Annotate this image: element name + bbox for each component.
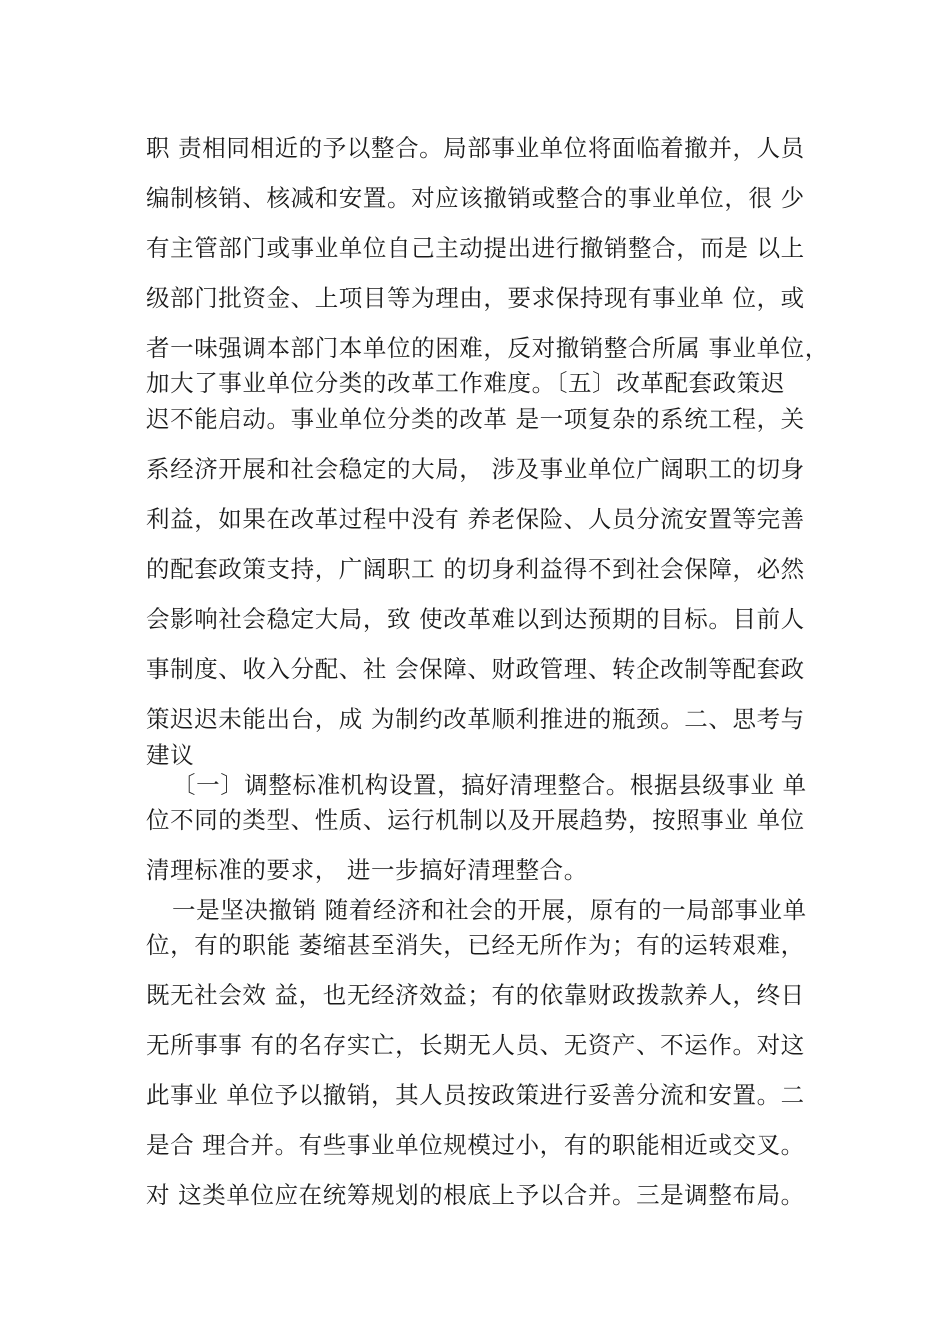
- text-line: 会影响社会稳定大局，致 使改革难以到达预期的目标。目前人: [146, 605, 805, 633]
- text-line: 策迟迟未能出台，成 为制约改革顺利推进的瓶颈。二、思考与: [146, 705, 805, 733]
- text-line: 有主管部门或事业单位自己主动提出进行撤销整合，而是 以上: [146, 234, 805, 262]
- text-line: 者一味强调本部门本单位的困难，反对撤销整合所属 事业单位，: [146, 334, 829, 362]
- text-line: 加大了事业单位分类的改革工作难度。〔五〕改革配套政策迟: [146, 369, 785, 397]
- text-line: 既无社会效 益，也无经济效益；有的依靠财政拨款养人，终日: [146, 981, 805, 1009]
- text-line: 位不同的类型、性质、运行机制以及开展趋势，按照事业 单位: [146, 806, 805, 834]
- text-line: 无所事事 有的名存实亡，长期无人员、无资产、不运作。对这: [146, 1031, 805, 1059]
- text-line: 清理标准的要求， 进一步搞好清理整合。: [146, 856, 588, 884]
- text-line: 对 这类单位应在统筹规划的根底上予以合并。三是调整布局。: [146, 1181, 805, 1209]
- text-line: 是合 理合并。有些事业单位规模过小，有的职能相近或交叉。: [146, 1131, 805, 1159]
- text-line: 事制度、收入分配、社 会保障、财政管理、转企改制等配套政: [146, 655, 805, 683]
- text-line: 级部门批资金、上项目等为理由，要求保持现有事业单 位，或: [146, 284, 805, 312]
- section-heading-line: 建议: [146, 741, 195, 769]
- text-line: 编制核销、核减和安置。对应该撤销或整合的事业单位，很 少: [146, 184, 805, 212]
- text-line: 系经济开展和社会稳定的大局， 涉及事业单位广阔职工的切身: [146, 455, 805, 483]
- text-line: 的配套政策支持，广阔职工 的切身利益得不到社会保障，必然: [146, 555, 805, 583]
- text-line: 一是坚决撤销 随着经济和社会的开展，原有的一局部事业单: [172, 896, 807, 924]
- text-line: 位，有的职能 萎缩甚至消失，已经无所作为；有的运转艰难，: [146, 931, 805, 959]
- text-line: 〔一〕调整标准机构设置，搞好清理整合。根据县级事业 单: [172, 771, 807, 799]
- text-line: 迟不能启动。事业单位分类的改革 是一项复杂的系统工程，关: [146, 405, 805, 433]
- text-line: 利益，如果在改革过程中没有 养老保险、人员分流安置等完善: [146, 505, 805, 533]
- text-line: 此事业 单位予以撤销，其人员按政策进行妥善分流和安置。二: [146, 1081, 805, 1109]
- text-line: 职 责相同相近的予以整合。局部事业单位将面临着撤并，人员: [146, 134, 805, 162]
